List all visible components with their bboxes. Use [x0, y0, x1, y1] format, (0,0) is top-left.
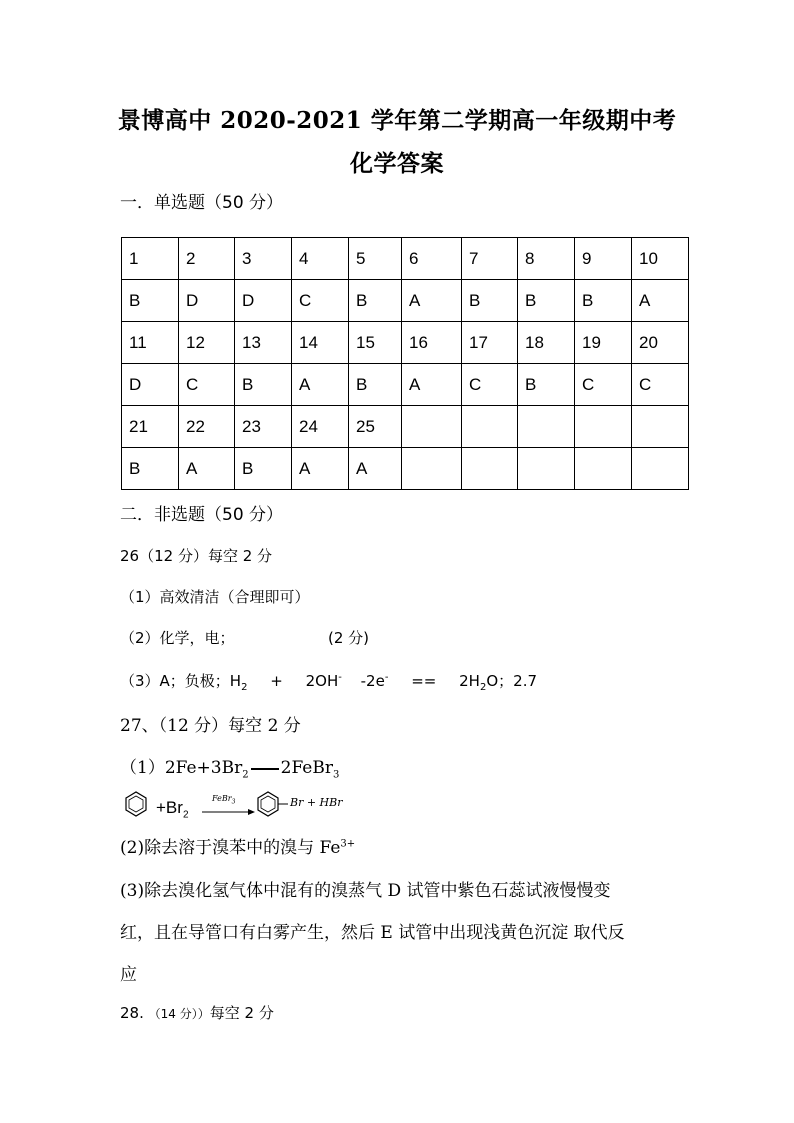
q26-a3-e-sup: -: [384, 672, 389, 683]
q26-a3-oh: 2OH: [305, 672, 339, 690]
q28-header: [120, 1002, 274, 1023]
q27-eq1-sub: 2: [242, 769, 249, 781]
table-row: [122, 364, 689, 406]
table-row: [122, 280, 689, 322]
table-cell: 20: [632, 322, 689, 364]
table-cell: A: [402, 280, 462, 322]
table-cell: 16: [402, 322, 462, 364]
q27-a2-text: (2)除去溶于溴苯中的溴与 Fe: [120, 838, 341, 858]
table-cell: A: [179, 448, 235, 490]
q26-a3-prefix: （3）A；负极；H: [120, 672, 242, 690]
q27-answer-3-line3: 应: [120, 965, 137, 985]
table-cell: 23: [235, 406, 292, 448]
q26-answer-2: （2）化学，电；: [120, 629, 235, 647]
table-cell: 5: [349, 238, 402, 280]
table-cell: C: [632, 364, 689, 406]
table-cell: 24: [292, 406, 349, 448]
table-cell: [518, 448, 575, 490]
table-cell: B: [462, 280, 518, 322]
table-cell: 22: [179, 406, 235, 448]
table-row: [122, 448, 689, 490]
q27-eq2-reagent-sub: 2: [182, 809, 189, 821]
q27-answer-3-line1: (3)除去溴化氢气体中混有的溴蒸气 D 试管中紫色石蕊试液慢慢变: [120, 881, 611, 901]
table-row: [122, 406, 689, 448]
table-cell: B: [518, 280, 575, 322]
table-cell: [518, 406, 575, 448]
table-cell: D: [122, 364, 179, 406]
q26-answer-3: [120, 670, 537, 693]
table-cell: B: [235, 448, 292, 490]
table-cell: [402, 406, 462, 448]
table-cell: B: [349, 364, 402, 406]
table-cell: B: [518, 364, 575, 406]
page-subtitle: 化学答案: [350, 150, 444, 177]
q26-answer-1: （1）高效清洁（合理即可）: [120, 588, 310, 606]
section1-heading: 一．单选题（50 分）: [120, 193, 284, 213]
table-cell: 21: [122, 406, 179, 448]
section2-heading: 二．非选题（50 分）: [120, 505, 284, 525]
table-cell: 10: [632, 238, 689, 280]
q27-eq1-rhs: 2FeBr: [280, 758, 333, 778]
table-cell: 9: [575, 238, 632, 280]
q27-eq1-lhs: （1）2Fe+3Br: [120, 758, 243, 778]
table-cell: D: [179, 280, 235, 322]
table-cell: 25: [349, 406, 402, 448]
table-cell: A: [292, 448, 349, 490]
q26-a3-electron: -2e: [360, 672, 385, 690]
table-cell: 13: [235, 322, 292, 364]
table-cell: 4: [292, 238, 349, 280]
q28-rest: 每空 2 分: [209, 1004, 274, 1022]
table-cell: B: [235, 364, 292, 406]
table-cell: 1: [122, 238, 179, 280]
q26-a3-eq: ==: [411, 672, 437, 690]
q26-a3-tail: O；2.7: [486, 672, 538, 690]
q26-answer-2-score: (2 分): [328, 629, 370, 647]
q27-eq2-catalyst-text: FeBr: [212, 794, 232, 803]
q26-a3-h2-sub: 2: [241, 682, 248, 693]
table-cell: D: [235, 280, 292, 322]
table-row: [122, 238, 689, 280]
page-title: 景博高中 2020-2021 学年第二学期高一年级期中考: [117, 107, 677, 134]
table-cell: 6: [402, 238, 462, 280]
equals-line-icon: [251, 768, 279, 770]
q27-answer-3-line2: 红，且在导管口有白雾产生，然后 E 试管中出现浅黄色沉淀 取代反: [120, 923, 625, 943]
table-cell: [462, 448, 518, 490]
q27-a2-sup: 3+: [340, 838, 356, 850]
table-cell: 3: [235, 238, 292, 280]
q27-eq2-reagent: [156, 798, 189, 820]
table-cell: 8: [518, 238, 575, 280]
q26-header: 26（12 分）每空 2 分: [120, 547, 273, 565]
table-cell: C: [575, 364, 632, 406]
table-cell: [402, 448, 462, 490]
table-cell: A: [292, 364, 349, 406]
table-cell: [632, 448, 689, 490]
q28-number: 28.: [120, 1004, 144, 1022]
q27-answer-2: [120, 833, 355, 858]
table-cell: 11: [122, 322, 179, 364]
q27-eq2-catalyst: [212, 794, 235, 806]
q27-eq2-reagent-text: +Br: [156, 798, 183, 817]
q27-eq1-rhs-sub: 3: [333, 769, 340, 781]
table-cell: A: [349, 448, 402, 490]
q26-a3-h2o-sub: 2: [479, 682, 487, 693]
answer-table: [121, 237, 689, 490]
table-cell: 19: [575, 322, 632, 364]
q27-equation-2: [118, 784, 368, 824]
table-cell: C: [179, 364, 235, 406]
table-cell: C: [462, 364, 518, 406]
table-cell: B: [122, 448, 179, 490]
q27-eq2-catalyst-sub: 3: [231, 798, 236, 806]
q26-a3-oh-sup: -: [338, 672, 342, 683]
q28-score: （14 分））: [148, 1007, 210, 1021]
table-cell: 7: [462, 238, 518, 280]
table-cell: 2: [179, 238, 235, 280]
table-cell: [632, 406, 689, 448]
q27-header: 27、（12 分）每空 2 分: [120, 716, 301, 736]
table-cell: 15: [349, 322, 402, 364]
table-cell: 18: [518, 322, 575, 364]
q27-eq2-product: Br + HBr: [290, 796, 343, 809]
table-cell: 14: [292, 322, 349, 364]
q27-equation-1: [120, 753, 339, 780]
table-cell: [575, 448, 632, 490]
table-cell: C: [292, 280, 349, 322]
table-cell: [575, 406, 632, 448]
table-cell: B: [349, 280, 402, 322]
table-cell: A: [402, 364, 462, 406]
table-cell: 17: [462, 322, 518, 364]
q26-a3-h2o: 2H: [459, 672, 480, 690]
table-cell: B: [575, 280, 632, 322]
table-cell: 12: [179, 322, 235, 364]
table-cell: A: [632, 280, 689, 322]
q26-a3-plus: +: [270, 672, 283, 690]
table-cell: [462, 406, 518, 448]
table-cell: B: [122, 280, 179, 322]
table-row: [122, 322, 689, 364]
